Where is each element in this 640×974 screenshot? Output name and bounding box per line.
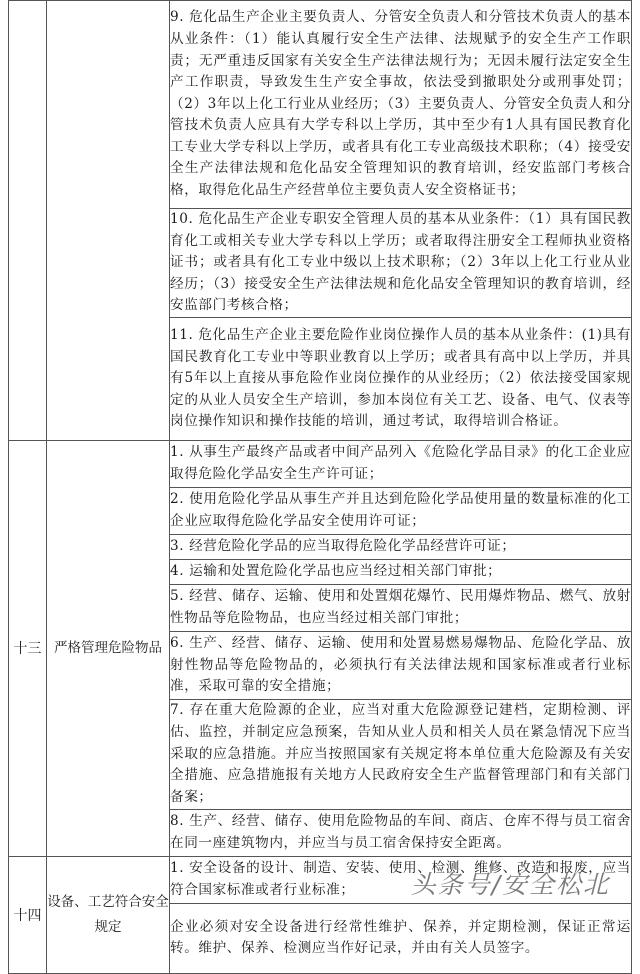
section-14-item-2: 企业必须对安全设备进行经常性维护、保养，并定期检测，保证正常运转。维护、保养、检测应当作好记录，并由有关人员签字。 — [170, 903, 632, 973]
section-13-item-5: 5. 经营、储存、运输、使用和处置烟花爆竹、民用爆炸物品、燃气、放射性物品等危险物品，也应当经过相关部门审批； — [170, 584, 632, 631]
section-14-title: 设备、工艺符合安全规定 — [47, 856, 170, 973]
table-row — [9, 1, 632, 209]
requirement-item-9: 9. 危化品生产企业主要负责人、分管安全负责人和分管技术负责人的基本从业条件：（1）能认真履行安全生产法律、法规赋予的安全生产工作职责；无严重违反国家有关安全生产法律法规行为；无因未履行法定安全生产工作职责，导致发生生产安全事故，依法受到撤职处分或刑事处罚；（2）3年以上化工行业从业经历；（3）主要负责人、分管安全负责人和分管技术负责人应具有大学专科以上学历，其中至少有1人具有国民教育化工专业大学专科以上学历，或者具有化工专业高级技术职称；（4）接受安全生产法律法规和危化品安全管理知识的教育培训，经安监部门考核合格，取得危化品生产经营单位主要负责人安全资格证书； — [170, 1, 632, 209]
section-13-number: 十三 — [9, 440, 47, 856]
section-13-item-3: 3. 经营危险化学品的应当取得危险化学品经营许可证； — [170, 534, 632, 559]
section-13-item-1: 1. 从事生产最终产品或者中间产品列入《危险化学品目录》的化工企业应取得危险化学品安全生产许可证； — [170, 440, 632, 487]
section-14-item-1: 1. 安全设备的设计、制造、安装、使用、检测、维修、改造和报废，应当符合国家标准或者行业标准； — [170, 856, 632, 903]
empty-number-cell — [9, 1, 47, 441]
requirement-item-11: 11. 危化品生产企业主要危险作业岗位操作人员的基本从业条件：(1)具有国民教育化工专业中等职业教育以上学历；或者具有高中以上学历，并具有5年以上直接从事危险作业岗位操作的从业经历；（2）依法接受国家规定的从业人员安全生产培训，参加本岗位有关工艺、设备、电气、仪表等岗位操作知识和操作技能的培训，通过考试，取得培训合格证。 — [170, 317, 632, 440]
section-13-item-4: 4. 运输和处置危险化学品也应当经过相关部门审批； — [170, 559, 632, 584]
section-13-item-7: 7. 存在重大危险源的企业，应当对重大危险源登记建档，定期检测、评估、监控，并制定应急预案，告知从业人员和相关人员在紧急情况下应当采取的应急措施。并应当按照国家有关规定将本单位重大危险源及有关安全措施、应急措施报有关地方人民政府安全生产监督管理部门和有关部门备案； — [170, 699, 632, 809]
section-13-title: 严格管理危险物品 — [47, 440, 170, 856]
section-13-item-8: 8. 生产、经营、储存、使用危险物品的车间、商店、仓库不得与员工宿舍在同一座建筑物内，并应当与员工宿舍保持安全距离。 — [170, 809, 632, 856]
section-13-item-6: 6. 生产、经营、储存、运输、使用和处置易燃易爆物品、危险化学品、放射性物品等危险物品的，必须执行有关法律法规和国家标准或者行业标准，采取可靠的安全措施； — [170, 631, 632, 699]
requirement-item-10: 10. 危化品生产企业专职安全管理人员的基本从业条件：（1）具有国民教育化工或相关专业大学专科以上学历；或者取得注册安全工程师执业资格证书；或者具有化工专业中级以上技术职称；（2）3年以上化工行业从业经历；（3）接受安全生产法律法规和危化品安全管理知识的教育培训，经安监部门考核合格； — [170, 209, 632, 318]
watermark: 头条号/安全松北 — [410, 870, 610, 899]
regulation-table — [8, 0, 632, 974]
table-row — [9, 440, 632, 487]
empty-title-cell — [47, 1, 170, 441]
section-13-item-2: 2. 使用危险化学品从事生产并且达到危险化学品使用量的数量标准的化工企业应取得危险化学品安全使用许可证； — [170, 487, 632, 534]
section-14-number: 十四 — [9, 856, 47, 973]
